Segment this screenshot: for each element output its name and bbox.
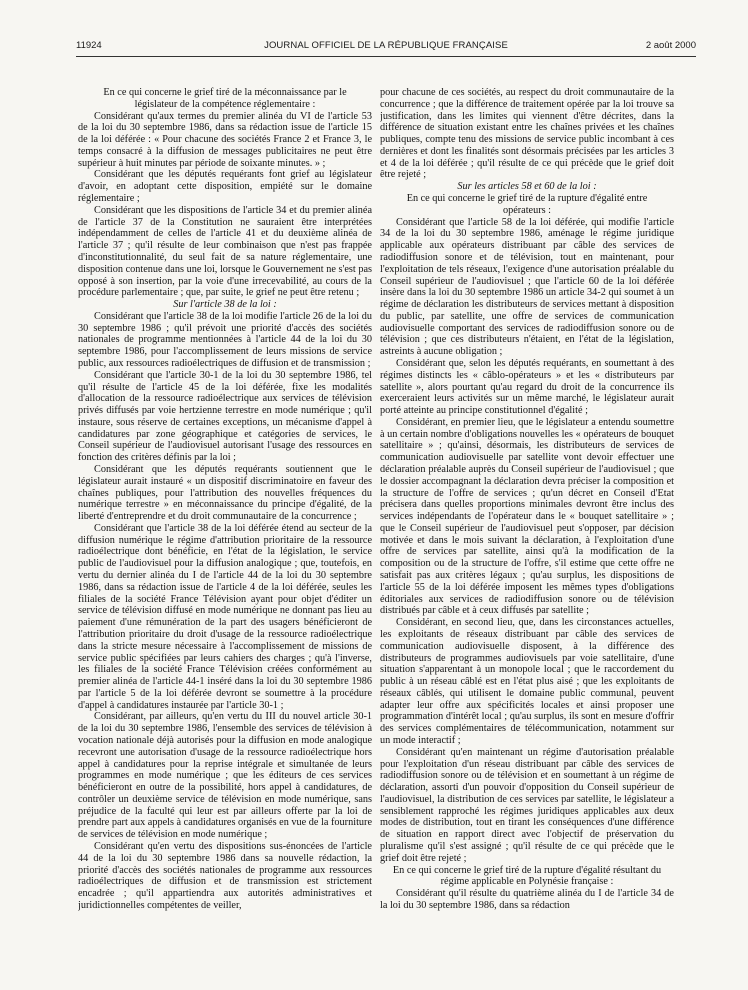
section-heading: En ce qui concerne le grief tiré de la rupture d'égalité entre opérateurs : bbox=[406, 193, 648, 216]
paragraph: Considérant, en second lieu, que, dans les circonstances actuelles, les exploitants de réseaux distribuant par câble des services de communication audiovisuelle disposent, à la différence des distributeurs de programmes audiovisuels par voie satellitaire, d'une situation s'apparentant à un monopole local ; que le raccordement du public à un réseau câblé est en l'état plus aisé ; que les exploitants de réseaux câblés, qui utilisent le domaine public communal, peuvent adapter leur offre aux spécificités locales et ainsi proposer une programmation d'intérêt local ; qu'au surplus, ils sont en mesure d'offrir des services complémentaires de télécommunication, notamment sur un mode interactif ; bbox=[380, 617, 674, 746]
paragraph: Considérant qu'en maintenant un régime d'autorisation préalable pour l'exploitation d'un réseau distribuant par câble des services de radiodiffusion sonore ou de télévision et en soumettant à un régime de déclaration, assorti d'un pouvoir d'opposition du Conseil supérieur de l'audiovisuel, la distribution de ces services par satellite, le législateur a sensiblement rapproché les régimes juridiques applicables aux deux modes de distribution, tout en tirant les conséquences d'une différence de situation en rapport direct avec l'objectif de préservation du pluralisme qu'il s'est assigné ; qu'il résulte de ce qui précède que le grief doit être rejeté ; bbox=[380, 746, 674, 864]
paragraph: Considérant que les députés requérants font grief au législateur d'avoir, en adoptant cette disposition, empiété sur le domaine réglementaire ; bbox=[78, 169, 372, 205]
paragraph: Considérant, par ailleurs, qu'en vertu du III du nouvel article 30-1 de la loi du 30 septembre 1986, l'ensemble des services de télévision à vocation nationale déjà autorisés pour la diffusion en mode analogique recevront une autorisation d'usage de la ressource radioélectrique hors appel à candidatures pour la reprise intégrale et simultanée de leurs programmes en mode numérique ; que les éditeurs de ces services bénéficieront en outre de la possibilité, hors appel à candidatures, de contrôler un deuxième service de télévision en mode numérique, sans préjudice de la faculté qui leur est par ailleurs offerte par la loi de prendre part aux appels à candidatures organisés en vue de la fourniture de services de télévision en mode numérique ; bbox=[78, 711, 372, 841]
issue-date: 2 août 2000 bbox=[645, 40, 696, 51]
page-number: 11924 bbox=[76, 40, 102, 51]
paragraph: Considérant que l'article 38 de la loi déférée étend au secteur de la diffusion numérique le régime d'attribution prioritaire de la ressource radioélectrique dont bénéficie, en l'état de la législation, le service public de l'audiovisuel pour la diffusion analogique ; que, toutefois, en vertu du dernier alinéa du I de l'article 44 de la loi du 30 septembre 1986, dans sa rédaction issue de l'article 4 de la loi déférée, seules les filiales de la société France Télévision ayant pour objet d'éditer un service de télévision diffusé en mode numérique ne donnant pas lieu au paiement d'une rémunération de la part des usagers bénéficieront de l'attribution prioritaire du droit d'usage de la ressource radioélectrique dans la stricte mesure nécessaire à l'accomplissement de missions de service public spécifiées par leurs cahiers des charges ; qu'à l'inverse, les filiales de la société France Télévision créées conformément au premier alinéa de l'article 44-1 inséré dans la loi du 30 septembre 1986 par l'article 5 de la loi déférée devront se soumettre à la procédure d'appel à candidatures instaurée par l'article 30-1 ; bbox=[78, 522, 372, 711]
article-heading: Sur les articles 58 et 60 de la loi : bbox=[457, 181, 597, 193]
paragraph: pour chacune de ces sociétés, au respect du droit communautaire de la concurrence ; que la différence de traitement opérée par la loi trouve sa justification, dans les limites qui viennent d'être décrites, dans la différence de situation existant entre les chaînes privées et les chaînes publiques, compte tenu des missions de service public incombant à ces dernières et dont les finalités sont désormais précisées par les articles 3 et 4 de la loi déférée ; qu'il résulte de ce qui précède que le grief doit être rejeté ; bbox=[380, 87, 674, 181]
section-heading: En ce qui concerne le grief tiré de la rupture d'égalité résultant du régime applicable en Polynésie française : bbox=[392, 864, 662, 888]
paragraph: Considérant qu'il résulte du quatrième alinéa du I de l'article 34 de la loi du 30 septembre 1986, dans sa rédaction bbox=[380, 888, 674, 911]
header-rule bbox=[76, 56, 696, 57]
journal-title: JOURNAL OFFICIEL DE LA RÉPUBLIQUE FRANÇAISE bbox=[264, 40, 508, 51]
paragraph: Considérant qu'aux termes du premier alinéa du VI de l'article 53 de la loi du 30 septembre 1986, dans sa rédaction issue de l'article 15 de la loi déférée : « Pour chacune des sociétés France 2 et France 3, le temps consacré à la diffusion de messages publicitaires ne peut être supérieur à huit minutes par période de soixante minutes. » ; bbox=[78, 110, 372, 169]
section-heading: En ce qui concerne le grief tiré de la méconnaissance par le législateur de la compétence réglementaire : bbox=[103, 87, 347, 110]
right-column bbox=[380, 87, 674, 983]
article-heading: Sur l'article 38 de la loi : bbox=[173, 299, 277, 311]
paragraph: Considérant que l'article 58 de la loi déférée, qui modifie l'article 34 de la loi du 30 septembre 1986, aménage le régime juridique applicable aux opérateurs distribuant par câble des services de radiodiffusion sonore et de télévision, tout en maintenant, pour l'exploitation de tels réseaux, l'exigence d'une autorisation préalable du Conseil supérieur de l'audiovisuel ; que l'article 60 de la loi déférée insère dans la loi du 30 septembre 1986 un article 34-2 qui soumet à un régime de déclaration les distributeurs de services mettant à disposition du public, par satellite, une offre de services de communication audiovisuelle comportant des services de radiodiffusion sonore ou de télévision ; que ces distributeurs n'étaient, en l'état de la législation, astreints à aucune obligation ; bbox=[380, 216, 674, 358]
left-column bbox=[78, 87, 372, 983]
paragraph: Considérant que les députés requérants soutiennent que le législateur aurait instauré « un dispositif discriminatoire en faveur des chaînes publiques, pour l'attribution des nouvelles fréquences du numérique terrestre » en méconnaissance du principe d'égalité, de la liberté d'entreprendre et du droit communautaire de la concurrence ; bbox=[78, 464, 372, 523]
paragraph: Considérant que, selon les députés requérants, en soumettant à des régimes distincts les « câblo-opérateurs » et les « distributeurs par satellite », alors pourtant qu'au regard du droit de la concurrence ils exerceraient leurs activités sur un même marché, le législateur aurait porté atteinte au principe constitutionnel d'égalité ; bbox=[380, 357, 674, 417]
paragraph: Considérant qu'en vertu des dispositions sus-énoncées de l'article 44 de la loi du 30 septembre 1986 dans sa nouvelle rédaction, la priorité d'accès des sociétés nationales de programme aux ressources radioélectriques de diffusion et de transmission est strictement encadrée ; qu'il appartiendra aux autorités administratives et juridictionnelles compétentes de veiller, bbox=[78, 841, 372, 911]
paragraph: Considérant que l'article 38 de la loi modifie l'article 26 de la loi du 30 septembre 1986 ; qu'il prévoit une priorité d'accès des sociétés nationales de programme mentionnées à l'article 44 de la loi du 30 septembre 1986, pour l'accomplissement de leurs missions de service public, aux ressources radioélectriques de diffusion et de transmission ; bbox=[78, 310, 372, 369]
page-header bbox=[76, 40, 696, 54]
paragraph: Considérant, en premier lieu, que le législateur a entendu soumettre à un certain nombre d'obligations nouvelles les « opérateurs de bouquet satellitaire » ; qu'ainsi, désormais, les distributeurs de services de communication audiovisuelle par satellite vont devoir effectuer une déclaration préalable auprès du Conseil supérieur de l'audiovisuel ; que le dossier accompagnant la déclaration devra préciser la composition et la structure de l'offre de services ; qu'un décret en Conseil d'Etat précisera dans quelles proportions minimales devront être inclus des services indépendants de l'opérateur dans le « bouquet satellitaire » ; que le Conseil supérieur de l'audiovisuel peut s'opposer, par décision motivée et dans le mois suivant la déclaration, à l'exploitation d'une offre de services par satellite, ainsi qu'à la modification de la composition ou de la structure de l'offre, s'il estime que cette offre ne satisfait pas aux critères légaux ; qu'au surplus, les dispositions de l'article 55 de la loi déférée imposent les mêmes types d'obligations éditoriales aux services de radiodiffusion sonore ou de télévision distribués par câble et à ceux diffusés par satellite ; bbox=[380, 416, 674, 617]
paragraph: Considérant que les dispositions de l'article 34 et du premier alinéa de l'article 37 de la Constitution ne sauraient être interprétées indépendamment de celles de l'article 41 et du deuxième alinéa de l'article 37 ; qu'il résulte de leur combinaison que n'est pas frappée d'inconstitutionnalité, du seul fait de sa nature réglementaire, une disposition contenue dans une loi, lorsque le Gouvernement ne s'est pas opposé à son insertion, par la voie d'une irrecevabilité, au cours de la procédure parlementaire ; que, par suite, le grief ne peut être retenu ; bbox=[78, 204, 372, 299]
paragraph: Considérant que l'article 30-1 de la loi du 30 septembre 1986, tel qu'il résulte de l'article 45 de la loi déférée, fixe les modalités d'allocation de la ressource radioélectrique aux services de télévision privés diffusés par voie hertzienne terrestre en mode numérique ; qu'il instaure, sous réserve de certaines exceptions, un mécanisme d'appel à candidatures par zone géographique et catégories de services, le Conseil supérieur de l'audiovisuel autorisant l'usage des ressources en fonction des critères définis par la loi ; bbox=[78, 369, 372, 464]
